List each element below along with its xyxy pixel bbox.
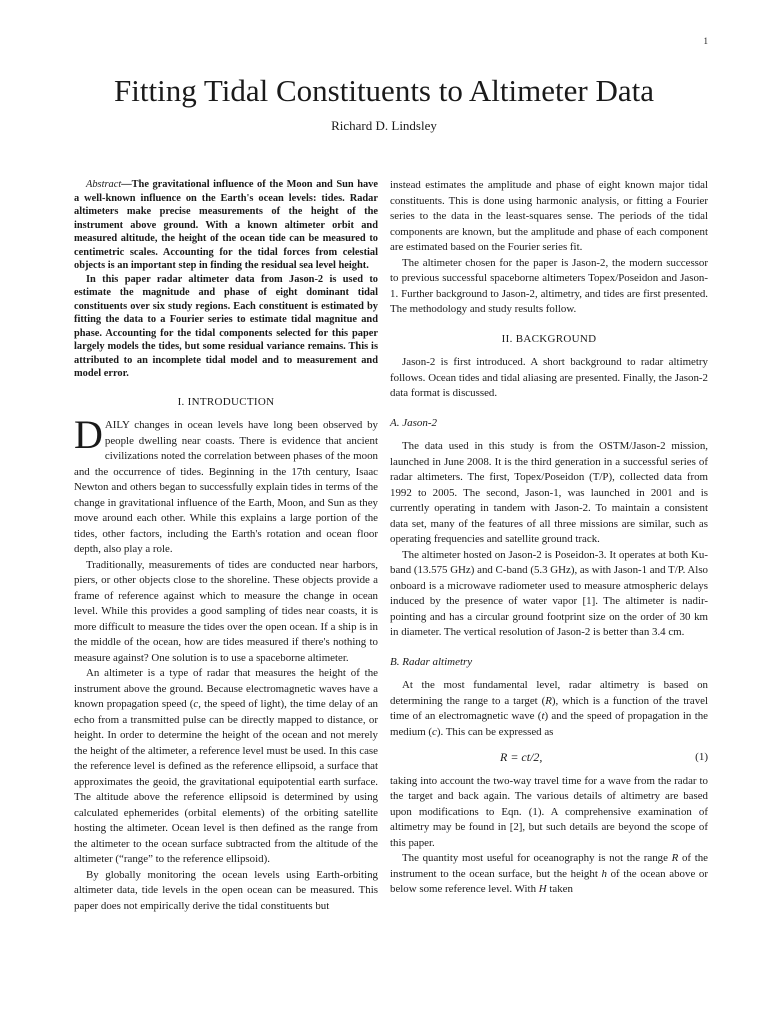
intro-paragraph-3 xyxy=(74,666,378,868)
equation-number: (1) xyxy=(695,751,708,763)
symbol-h: h xyxy=(601,867,607,880)
altimetry-paragraph-2: taking into account the two-way travel time for a wave from the radar to the target and back again. The various details of altimetry are based upon modifications to Eqn. (1). A comprehensive examination of altimetry may be found in [2], but such details are beyond the scope of this paper. xyxy=(390,774,708,849)
abstract-paragraph-1 xyxy=(74,178,378,273)
section-heading-initial: B xyxy=(515,332,524,345)
left-column xyxy=(74,178,378,914)
intro-text-3a: An altimeter is a type of radar that measures the height of the instrument above the ground. Because electromagnetic waves have a known propagation speed ( xyxy=(74,667,378,710)
equation-body: R = ct/2, xyxy=(500,750,543,764)
intro-text-3b: , the speed of light), the time delay of an echo from a transmitted pulse can be directly mapped to distance, or height. In order to determine the height of the ocean and not merely the height of the altimeter, a reference level must be used. In this case the reference level is defined as the reference ellipsoid, a surface that approximates the geoid, the gravitational equipotential earth surface. The altitude above the reference ellipsoid is determined by using calculated ephemerides (orbital elements) of the orbiting satellite hosting the altimeter. Ocean level is then defined as the range from the altimeter to the ocean surface subtracted from the altitude of the altimeter (“range” to the reference ellipsoid). xyxy=(74,698,378,865)
abstract-paragraph-2: In this paper radar altimeter data from Jason-2 is used to estimate the magnitude and phase of eight dominant tidal constituents over six study regions. Each constituent is estimated by fitting the data to a Fourier series to estimate tidal magnitue and phase. Accounting for the tidal components selected for this paper largely models the tides, but some residual variance remains. This is attributed to an incomplete tidal model and to measurement and model error. xyxy=(74,273,378,379)
abstract xyxy=(74,178,378,381)
section-heading-initial: I xyxy=(187,395,192,408)
equation-1 xyxy=(390,750,708,766)
jason2-paragraph-1: The data used in this study is from the OSTM/Jason-2 mission, launched in June 2008. It is the third generation in a successful series of radar altimeters. The first, Topex/Poseidon (T/P), collected data from 1992 to 2005. The second, Jason-1, was launched in 2001 and is currently operating in tandem with Jason-2. To maintain a consistent data set, many of the features of all three missions are similar, such as operating frequencies and satellite ground track. xyxy=(390,440,708,545)
altimetry-text-3c: of the ocean above or below some reference level. With xyxy=(390,867,708,895)
symbol-R: R xyxy=(545,694,552,707)
subsection-heading-jason2: A. Jason-2 xyxy=(390,416,438,429)
altimetry-text-1b: ), which is a function of the travel time of an electromagnetic wave ( xyxy=(390,694,708,722)
section-heading-introduction xyxy=(74,395,378,411)
altimetry-paragraph-3 xyxy=(390,851,708,898)
symbol-t: t xyxy=(541,710,545,722)
symbol-c: c xyxy=(432,725,437,738)
intro-paragraph-2: Traditionally, measurements of tides are conducted near harbors, piers, or other objects close to the shoreline. These objects provide a frame of reference against which to measure the change in ocean level. While this provides a good sampling of tides near coasts, it is more difficult to measure the tides over the open ocean. If a ship is in the middle of the ocean, how are tides measured if there's nothing to measure against? One solution is to use a spaceborne altimeter. xyxy=(74,558,378,664)
altimetry-text-1d: ). This can be expressed as xyxy=(436,725,554,738)
intro-paragraph-5: instead estimates the amplitude and phase of eight known major tidal constituents. This is done using harmonic analysis, or fitting a Fourier series to the data in the least-squares sense. The periods of the tidal components are known, but the amplitude and phase of each component are estimated based on the Fourier series fit. xyxy=(390,179,708,253)
symbol-R: R xyxy=(671,852,679,864)
paper-title: Fitting Tidal Constituents to Altimeter Data xyxy=(114,73,654,108)
intro-paragraph-1 xyxy=(74,412,378,558)
altimetry-paragraph-1 xyxy=(390,678,708,740)
altimetry-text-1c: ) and the speed of propagation in the medium ( xyxy=(390,710,708,738)
jason2-paragraph-2: The altimeter hosted on Jason-2 is Poseidon-3. It operates at both Ku-band (13.575 GHz) and C-band (5.3 GHz), as with Jason-1 and T/P. Also onboard is a microwave radiometer used to measure atmospheric delays induced by the presence of water vapor [1]. The altimeter is nadir-pointing and has a circular ground footprint size on the order of 30 km in diameter. The vertical resolution of Jason-2 is better than 3.4 cm. xyxy=(390,548,709,638)
intro-text-1: AILY changes in ocean levels have long been observed by people dwelling near coasts. There is evidence that ancient civilizations noted the correlation between phases of the moon and the occurrence of tides. Beginning in the 17th century, Isaac Newton and others began to successfully explain tides in terms of the change in gravitational influence of the Earth, Moon, and Sun as they move around each other. While this explains a large portion of the tides, other factors, including the Earth's rotation and ocean floor depth, also play a role. xyxy=(74,419,378,555)
abstract-label: Abstract xyxy=(86,179,122,190)
section-number: II. xyxy=(501,332,516,345)
section-heading-background xyxy=(390,332,708,348)
altimetry-text-1a: At the most fundamental level, radar altimetry is based on determining the range to a target ( xyxy=(390,679,708,707)
altimetry-text-3b: of the instrument to the ocean surface, but the height xyxy=(390,852,709,880)
right-column xyxy=(390,178,708,898)
intro-paragraph-6: The altimeter chosen for the paper is Jason-2, the modern successor to previous successful spaceborne altimeters Topex/Poseidon and Jason-1. Further background to Jason-2, altimetry, and tides are first presented. The methodology and study results follow. xyxy=(390,256,708,315)
drop-cap: D xyxy=(74,412,103,457)
symbol-c: c xyxy=(193,698,199,710)
abstract-text-1: —The gravitational influence of the Moon and Sun have a well-known influence on the Earth's ocean levels: tides. Radar altimeters make precise measurements of the height of the instrument above ground. With a known altimeter orbit and measured altitude, the height of the ocean tide can be measured to centimetric scales. Accounting for the tidal forces from celestial objects is an important step in finding the residual sea level height. xyxy=(74,179,378,271)
subsection-heading-radar-altimetry: B. Radar altimetry xyxy=(390,655,473,668)
author-name: Richard D. Lindsley xyxy=(331,118,437,133)
altimetry-text-3a: The quantity most useful for oceanography is not the range xyxy=(402,852,672,864)
section-heading-rest: NTRODUCTION xyxy=(191,395,275,408)
symbol-H: H xyxy=(538,883,547,895)
altimetry-text-3d: taken xyxy=(546,883,573,895)
page-number: 1 xyxy=(703,36,708,46)
section-heading-rest: ACKGROUND xyxy=(523,332,597,345)
section-number: I. xyxy=(177,395,188,408)
background-paragraph-1: Jason-2 is first introduced. A short background to radar altimetry follows. Ocean tides and tidal aliasing are presented. Finally, the Jason-2 data format is discussed. xyxy=(390,356,708,399)
intro-paragraph-4: By globally monitoring the ocean levels using Earth-orbiting altimeter data, tide levels in the open ocean can be measured. This paper does not empirically derive the tidal constituents but xyxy=(74,868,378,912)
